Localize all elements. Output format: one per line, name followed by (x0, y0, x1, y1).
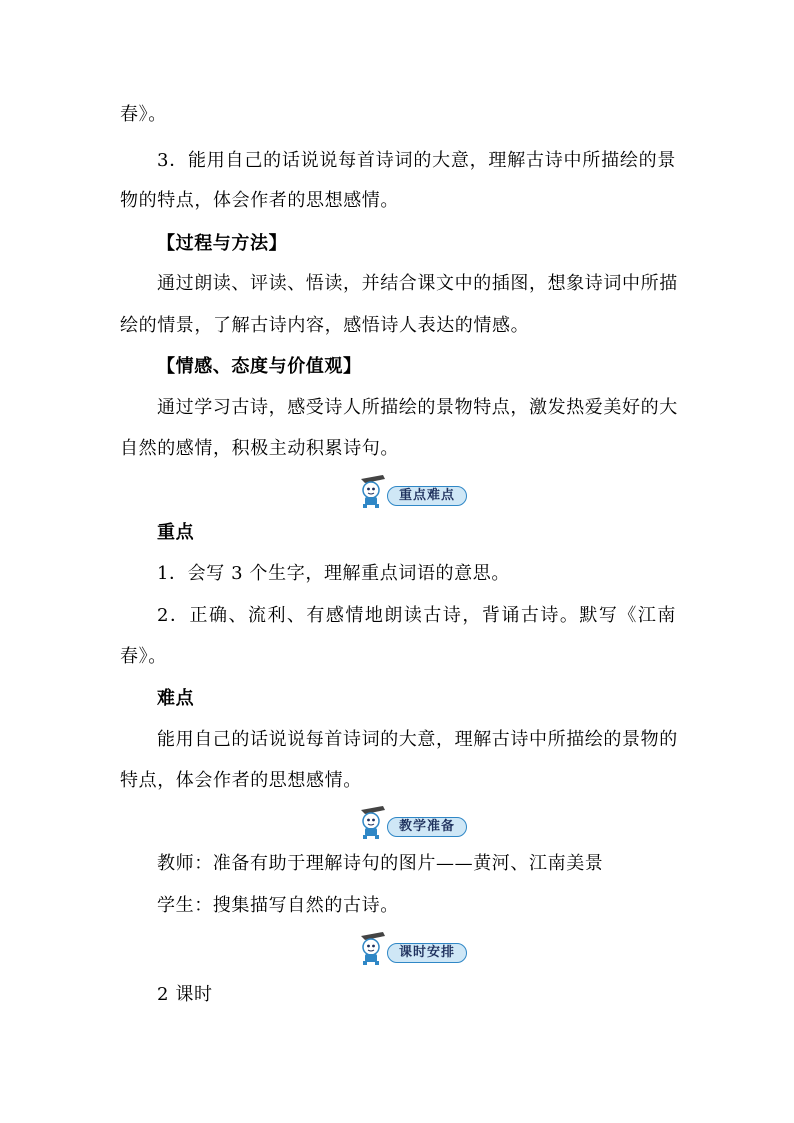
paragraph-difficult: 能用自己的话说说每首诗词的大意，理解古诗中所描绘的景物的 (157, 729, 678, 750)
section-badge-key-difficult (357, 479, 469, 509)
teacher-mascot-icon (357, 930, 391, 966)
teacher-mascot-icon (357, 804, 391, 840)
heading-emotion-attitude: 【情感、态度与价值观】 (157, 356, 362, 377)
badge-label: 课时安排 (387, 943, 467, 963)
class-hours: 2 课时 (157, 984, 213, 1005)
paragraph-process: 通过朗读、评读、悟读，并结合课文中的插图，想象诗词中所描 (157, 273, 678, 294)
section-badge-preparation (357, 810, 469, 840)
text-line: 自然的感情，积极主动积累诗句。 (120, 438, 399, 459)
badge-label: 教学准备 (387, 817, 467, 837)
heading-process-method: 【过程与方法】 (157, 233, 288, 254)
teacher-preparation: 教师：准备有助于理解诗句的图片——黄河、江南美景 (157, 853, 604, 874)
text-line: 绘的情景，了解古诗内容，感悟诗人表达的情感。 (120, 315, 530, 336)
text-line: 春》。 (120, 646, 167, 667)
section-badge-schedule (357, 936, 469, 966)
key-item-2: 2．正确、流利、有感情地朗读古诗，背诵古诗。默写《江南 (157, 605, 676, 626)
paragraph-emotion: 通过学习古诗，感受诗人所描绘的景物特点，激发热爱美好的大 (157, 397, 678, 418)
badge-label: 重点难点 (387, 486, 467, 506)
text-line: 春》。 (120, 104, 167, 125)
text-line: 特点，体会作者的思想感情。 (120, 770, 362, 791)
heading-difficult-points: 难点 (157, 688, 195, 709)
heading-key-points: 重点 (157, 522, 195, 543)
teacher-mascot-icon (357, 473, 391, 509)
objective-item-3: 3．能用自己的话说说每首诗词的大意，理解古诗中所描绘的景 (157, 150, 676, 171)
key-item-1: 1．会写 3 个生字，理解重点词语的意思。 (157, 563, 510, 584)
student-preparation: 学生：搜集描写自然的古诗。 (157, 895, 399, 916)
text-line: 物的特点，体会作者的思想感情。 (120, 190, 399, 211)
